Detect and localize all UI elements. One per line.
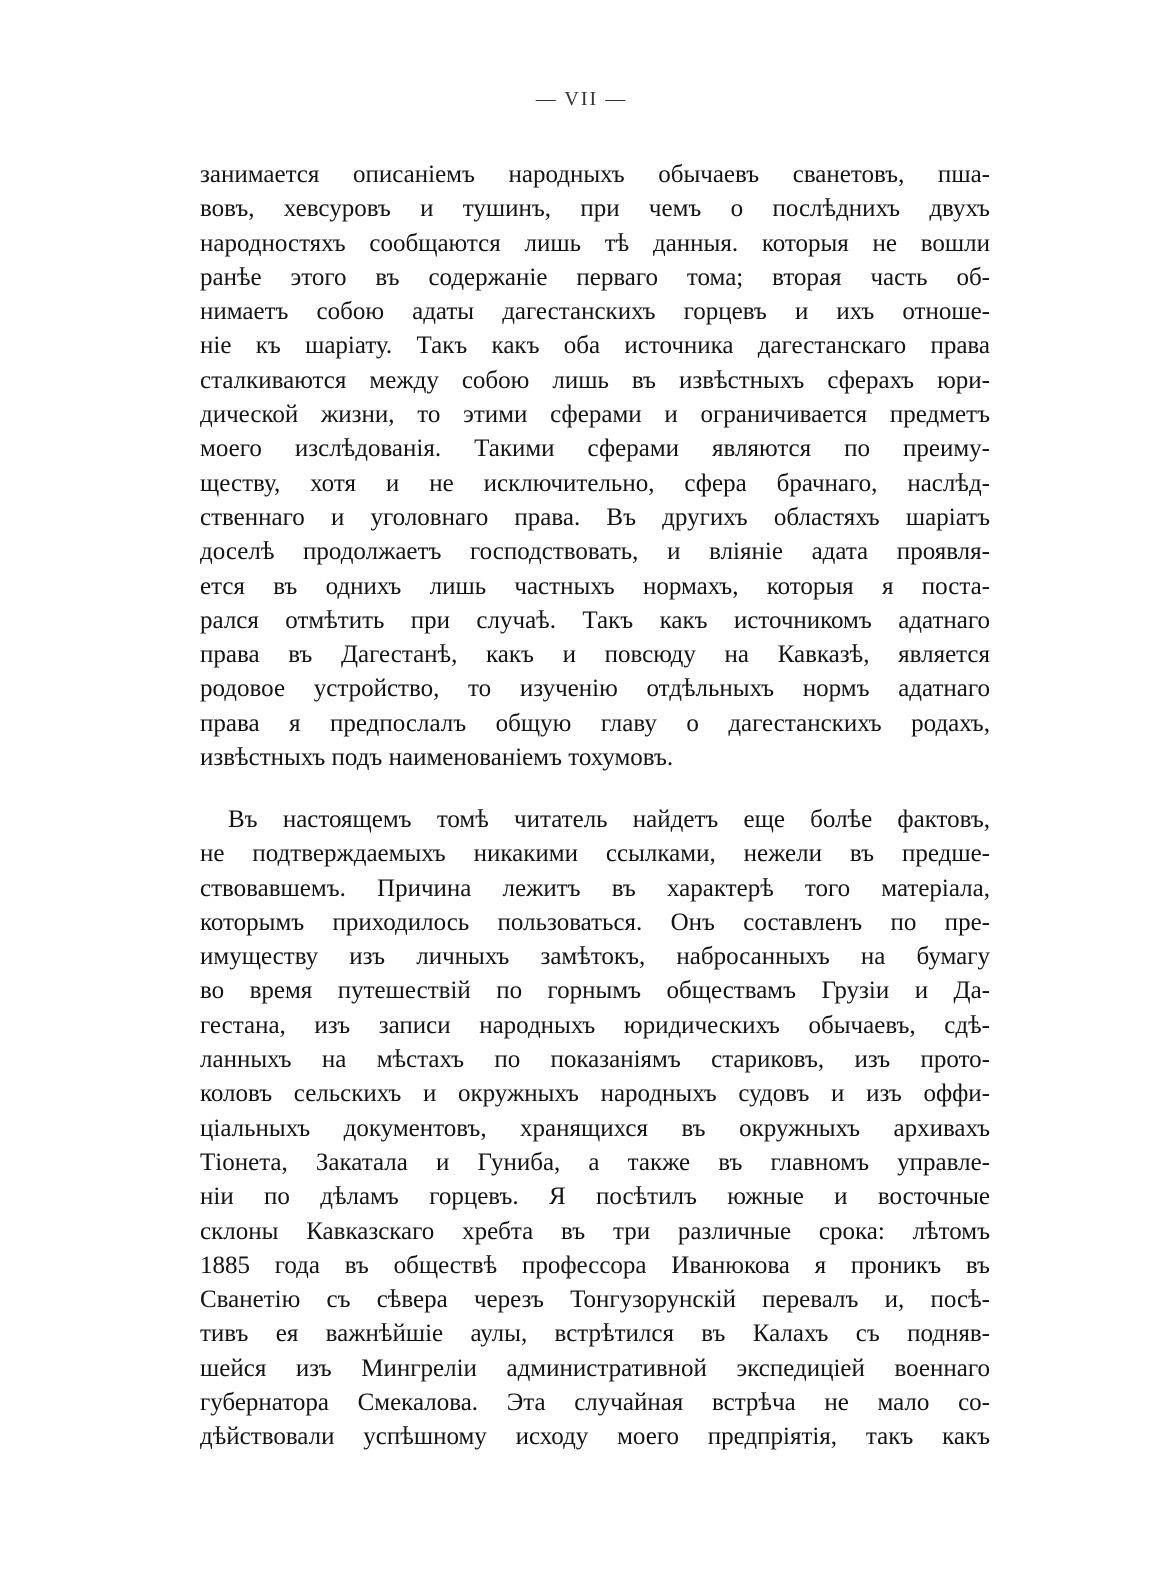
text-line: во время путешествій по горнымъ обществамъ Грузіи и Да- bbox=[200, 977, 990, 1005]
text-line: доселѣ продолжаетъ господствовать, и вліяніе адата проявля- bbox=[200, 538, 990, 566]
text-line: ется въ однихъ лишь частныхъ нормахъ, которыя я поста- bbox=[200, 572, 990, 600]
text-line: тивъ ея важнѣйшіе аулы, встрѣтился въ Калахъ съ подняв- bbox=[200, 1320, 990, 1348]
text-line: не подтверждаемыхъ никакими ссылками, нежели въ предше- bbox=[200, 840, 990, 868]
text-line: ціальныхъ документовъ, хранящихся въ окружныхъ архивахъ bbox=[200, 1114, 990, 1142]
paragraph-1 bbox=[200, 158, 990, 775]
text-line: дической жизни, то этими сферами и ограничивается предметъ bbox=[200, 401, 990, 429]
paragraph-2 bbox=[200, 803, 990, 1455]
page-number: — VII — bbox=[535, 88, 628, 110]
text-line: рался отмѣтить при случаѣ. Такъ какъ источникомъ адатнаго bbox=[200, 606, 990, 634]
text-line: имуществу изъ личныхъ замѣтокъ, набросанныхъ на бумагу bbox=[200, 943, 990, 971]
text-line: права въ Дагестанѣ, какъ и повсюду на Кавказѣ, является bbox=[200, 641, 990, 669]
text-line: Сванетію съ сѣвера черезъ Тонгузорунскій перевалъ и, посѣ- bbox=[200, 1286, 990, 1314]
text-line: извѣстныхъ подъ наименованіемъ тохумовъ. bbox=[200, 744, 674, 772]
text-line: склоны Кавказскаго хребта въ три различные срока: лѣтомъ bbox=[200, 1217, 990, 1245]
text-line: Тіонета, Закатала и Гуниба, а также въ главномъ управле- bbox=[200, 1148, 990, 1176]
text-line: сталкиваются между собою лишь въ извѣстныхъ сферахъ юри- bbox=[200, 366, 990, 394]
text-line: шейся изъ Мингреліи административной экспедиціей военнаго bbox=[200, 1354, 990, 1382]
text-line: права я предпослалъ общую главу о дагестанскихъ родахъ, bbox=[200, 709, 990, 737]
text-line: вовъ, хевсуровъ и тушинъ, при чемъ о послѣднихъ двухъ bbox=[200, 195, 990, 223]
text-line: 1885 года въ обществѣ профессора Иванюкова я проникъ въ bbox=[200, 1251, 990, 1279]
text-line: ніи по дѣламъ горцевъ. Я посѣтилъ южные и восточные bbox=[200, 1183, 990, 1211]
text-line: Въ настоящемъ томѣ читатель найдетъ еще болѣе фактовъ, bbox=[228, 806, 990, 833]
text-line: родовое устройство, то изученію отдѣльныхъ нормъ адатнаго bbox=[200, 675, 990, 703]
text-line: губернатора Смекалова. Эта случайная встрѣча не мало со- bbox=[200, 1389, 990, 1417]
text-line: ствовавшемъ. Причина лежитъ въ характерѣ того матеріала, bbox=[200, 874, 990, 902]
text-line: гестана, изъ записи народныхъ юридическихъ обычаевъ, сдѣ- bbox=[200, 1011, 990, 1039]
text-line: ніе къ шаріату. Такъ какъ оба источника дагестанскаго права bbox=[200, 332, 990, 360]
text-line: дѣйствовали успѣшному исходу моего предпріятія, такъ какъ bbox=[200, 1423, 990, 1451]
text-line: ранѣе этого въ содержаніе перваго тома; вторая часть об- bbox=[200, 263, 990, 291]
text-line: ществу, хотя и не исключительно, сфера брачнаго, наслѣд- bbox=[200, 469, 990, 497]
text-line: занимается описаніемъ народныхъ обычаевъ сванетовъ, пша- bbox=[200, 161, 990, 188]
text-line: ственнаго и уголовнаго права. Въ другихъ областяхъ шаріатъ bbox=[200, 503, 990, 531]
text-line: моего изслѣдованія. Такими сферами являются по преиму- bbox=[200, 435, 990, 463]
text-line: народностяхъ сообщаются лишь тѣ данныя. которыя не вошли bbox=[200, 229, 990, 257]
text-line: коловъ сельскихъ и окружныхъ народныхъ судовъ и изъ оффи- bbox=[200, 1080, 990, 1108]
text-line: ланныхъ на мѣстахъ по показаніямъ стариковъ, изъ прото- bbox=[200, 1046, 990, 1074]
text-line: нимаетъ собою адаты дагестанскихъ горцевъ и ихъ отноше- bbox=[200, 298, 990, 326]
text-line: которымъ приходилось пользоваться. Онъ составленъ по пре- bbox=[200, 908, 990, 936]
